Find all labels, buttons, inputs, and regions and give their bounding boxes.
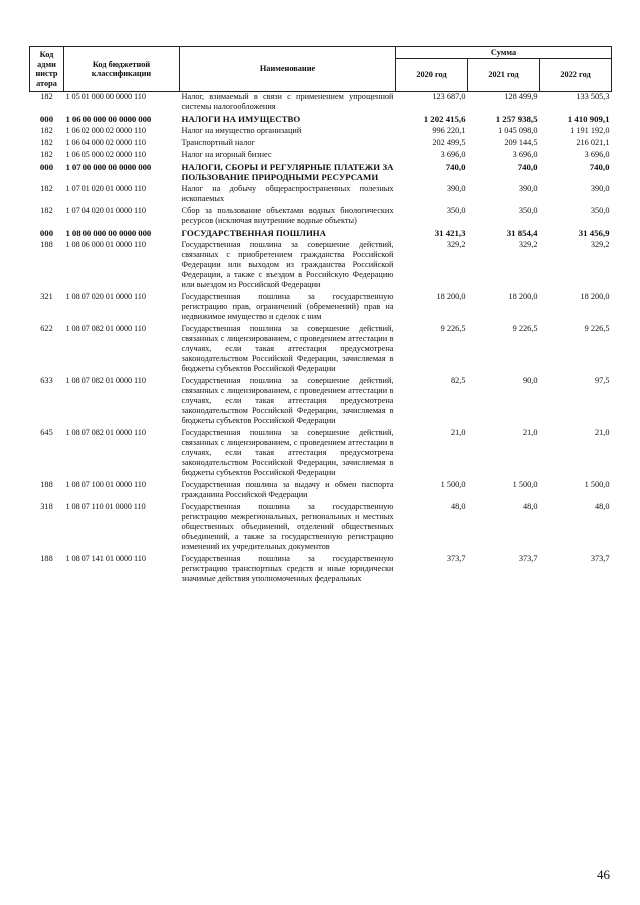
table-row — [30, 162, 612, 184]
amount-2022-cell: 133 505,3 — [576, 92, 610, 101]
amount-2020-cell: 82,5 — [450, 376, 466, 385]
table-row — [30, 126, 612, 138]
name-cell: Государственная пошлина за выдачу и обмен паспорта гражданина Российской Федерации — [181, 480, 394, 499]
budget-code-cell: 1 06 00 000 00 0000 000 — [65, 114, 152, 124]
amount-2021-cell: 90,0 — [522, 376, 538, 385]
amount-2022-cell: 31 456,9 — [578, 228, 610, 238]
budget-code-cell: 1 08 07 141 01 0000 110 — [65, 554, 146, 563]
name-cell: Государственная пошлина за государственную регистрацию межрегиональных, региональных и местных общественных объединений, отделений общественных объединений, а также за государственную регистрацию изменений их учредительных документов — [181, 502, 394, 551]
name-cell: Государственная пошлина за совершение действий, связанных с лицензированием, с проведением аттестации в случаях, если такая аттестация предусмотрена законодательством Российской Федерации, зачисляемая в бюджеты субъектов Российской Федерации — [181, 324, 394, 373]
admin-code-cell: 182 — [40, 184, 53, 193]
amount-2022-cell: 216 021,1 — [576, 138, 610, 147]
amount-2021-cell: 9 226,5 — [512, 324, 538, 333]
year-2021-header: 2021 год — [468, 59, 540, 92]
budget-code-cell: 1 08 07 100 01 0000 110 — [65, 480, 146, 489]
admin-code-cell: 321 — [40, 292, 53, 301]
budget-revenue-table-page — [29, 46, 611, 586]
amount-2021-cell: 740,0 — [517, 162, 538, 172]
table-header — [30, 47, 612, 92]
amount-2020-cell: 996 220,1 — [432, 126, 466, 135]
name-cell: Налог на игорный бизнес — [181, 150, 272, 159]
amount-2021-cell: 1 045 098,0 — [498, 126, 538, 135]
amount-2020-cell: 1 500,0 — [440, 480, 466, 489]
amount-2020-cell: 9 226,5 — [440, 324, 466, 333]
page-number: 46 — [597, 867, 610, 882]
amount-2020-cell: 740,0 — [445, 162, 466, 172]
budget-code-cell: 1 08 07 110 01 0000 110 — [65, 502, 146, 511]
amount-2022-cell: 3 696,0 — [584, 150, 610, 159]
name-cell: Налог на добычу общераспространенных полезных ископаемых — [181, 184, 394, 203]
year-2020-header: 2020 год — [396, 59, 468, 92]
amount-2022-cell: 9 226,5 — [584, 324, 610, 333]
amount-2021-cell: 1 257 938,5 — [495, 114, 538, 124]
amount-2020-cell: 18 200,0 — [436, 292, 466, 301]
table-body — [30, 92, 612, 587]
admin-code-cell: 182 — [40, 126, 53, 135]
table-row — [30, 480, 612, 502]
budget-code-cell: 1 07 04 020 01 0000 110 — [65, 206, 146, 215]
name-cell: Государственная пошлина за государственную регистрацию транспортных средств и иные юридически значимые действия уполномоченных федеральных — [181, 554, 394, 583]
amount-2020-cell: 350,0 — [446, 206, 466, 215]
admin-code-cell: 182 — [40, 150, 53, 159]
admin-code-cell: 000 — [39, 228, 54, 238]
admin-code-cell: 318 — [40, 502, 53, 511]
table-row — [30, 240, 612, 292]
admin-code-cell: 182 — [40, 92, 53, 101]
table-row — [30, 114, 612, 126]
amount-2022-cell: 373,7 — [590, 554, 610, 563]
name-cell: Государственная пошлина за совершение действий, связанных с приобретением гражданства Российской Федерации или выходом из гражданства Российской Федерации, а также с въездом в Российскую Федерацию или выездом из Российской Федерации — [181, 240, 394, 289]
amount-2020-cell: 1 202 415,6 — [423, 114, 466, 124]
name-cell: Сбор за пользование объектами водных биологических ресурсов (исключая внутренние водные объекты) — [181, 206, 394, 225]
amount-2021-cell: 390,0 — [518, 184, 538, 193]
table-row — [30, 554, 612, 586]
amount-2021-cell: 18 200,0 — [508, 292, 538, 301]
amount-2021-cell: 350,0 — [518, 206, 538, 215]
name-cell: Налог на имущество организаций — [181, 126, 302, 135]
budget-code-cell: 1 05 01 000 00 0000 110 — [65, 92, 146, 101]
amount-2022-cell: 329,2 — [590, 240, 610, 249]
amount-2022-cell: 18 200,0 — [580, 292, 610, 301]
admin-code-cell: 188 — [40, 554, 53, 563]
admin-code-cell: 188 — [40, 240, 53, 249]
table-row — [30, 206, 612, 228]
budget-code-cell: 1 06 04 000 02 0000 110 — [65, 138, 146, 147]
table-row — [30, 228, 612, 240]
admin-code-cell: 622 — [40, 324, 53, 333]
amount-2022-cell: 350,0 — [590, 206, 610, 215]
amount-2021-cell: 209 144,5 — [504, 138, 538, 147]
name-cell: НАЛОГИ, СБОРЫ И РЕГУЛЯРНЫЕ ПЛАТЕЖИ ЗА ПОЛЬЗОВАНИЕ ПРИРОДНЫМИ РЕСУРСАМИ — [181, 162, 394, 182]
budget-code-cell: 1 07 00 000 00 0000 000 — [65, 162, 152, 172]
amount-2021-cell: 373,7 — [518, 554, 538, 563]
name-header: Наименование — [180, 47, 396, 92]
admin-code-header: Код адми нистр атора — [30, 47, 64, 92]
name-cell: Транспортный налог — [181, 138, 255, 147]
admin-code-cell: 182 — [40, 138, 53, 147]
admin-code-cell: 182 — [40, 206, 53, 215]
budget-code-cell: 1 08 07 020 01 0000 110 — [65, 292, 146, 301]
admin-code-cell: 645 — [40, 428, 53, 437]
name-cell: Налог, взимаемый в связи с применением упрощенной системы налогообложения — [181, 92, 394, 111]
admin-code-cell: 188 — [40, 480, 53, 489]
amount-2021-cell: 48,0 — [522, 502, 538, 511]
amount-2021-cell: 3 696,0 — [512, 150, 538, 159]
year-2022-header: 2022 год — [540, 59, 612, 92]
amount-2020-cell: 3 696,0 — [440, 150, 466, 159]
name-cell: Государственная пошлина за государственную регистрацию прав, ограничений (обременений) прав на недвижимое имущество и сделок с ним — [181, 292, 394, 321]
table-row — [30, 150, 612, 162]
amount-2020-cell: 202 499,5 — [432, 138, 466, 147]
amount-2022-cell: 97,5 — [595, 376, 610, 385]
table-row — [30, 502, 612, 554]
amount-2022-cell: 48,0 — [595, 502, 610, 511]
name-cell: Государственная пошлина за совершение действий, связанных с лицензированием, с проведением аттестации в случаях, если такая аттестация предусмотрена законодательством Российской Федерации, зачисляемая в бюджеты субъектов Российской Федерации — [181, 376, 394, 425]
amount-2020-cell: 31 421,3 — [434, 228, 466, 238]
budget-code-cell: 1 06 02 000 02 0000 110 — [65, 126, 146, 135]
amount-2021-cell: 21,0 — [522, 428, 538, 437]
amount-2020-cell: 21,0 — [450, 428, 466, 437]
budget-code-cell: 1 08 07 082 01 0000 110 — [65, 324, 146, 333]
table-row — [30, 324, 612, 376]
budget-code-cell: 1 08 06 000 01 0000 110 — [65, 240, 146, 249]
budget-code-cell: 1 06 05 000 02 0000 110 — [65, 150, 146, 159]
table-row — [30, 184, 612, 206]
amount-2022-cell: 21,0 — [595, 428, 610, 437]
admin-code-cell: 000 — [39, 162, 54, 172]
amount-2020-cell: 48,0 — [450, 502, 466, 511]
amount-2021-cell: 128 499,9 — [504, 92, 538, 101]
name-cell: НАЛОГИ НА ИМУЩЕСТВО — [181, 114, 301, 124]
amount-2020-cell: 123 687,0 — [432, 92, 466, 101]
amount-2020-cell: 390,0 — [446, 184, 466, 193]
table-row — [30, 428, 612, 480]
name-cell: Государственная пошлина за совершение действий, связанных с лицензированием, с проведением аттестации в случаях, если такая аттестация предусмотрена законодательством Российской Федерации, зачисляемая в бюджеты субъектов Российской Федерации — [181, 428, 394, 477]
amount-2022-cell: 1 500,0 — [584, 480, 610, 489]
budget-code-cell: 1 08 07 082 01 0000 110 — [65, 428, 146, 437]
amount-2020-cell: 329,2 — [446, 240, 466, 249]
budget-code-cell: 1 08 00 000 00 0000 000 — [65, 228, 152, 238]
amount-2021-cell: 1 500,0 — [512, 480, 538, 489]
table-row — [30, 138, 612, 150]
admin-code-cell: 633 — [40, 376, 53, 385]
budget-code-cell: 1 07 01 020 01 0000 110 — [65, 184, 146, 193]
amount-2021-cell: 31 854,4 — [506, 228, 538, 238]
name-cell: ГОСУДАРСТВЕННАЯ ПОШЛИНА — [181, 228, 326, 238]
table-row — [30, 376, 612, 428]
amount-2022-cell: 390,0 — [590, 184, 610, 193]
amount-2021-cell: 329,2 — [518, 240, 538, 249]
amount-2022-cell: 1 410 909,1 — [567, 114, 610, 124]
amount-2022-cell: 1 191 192,0 — [570, 126, 610, 135]
sum-header: Сумма — [396, 47, 612, 59]
table-row — [30, 92, 612, 115]
admin-code-cell: 000 — [39, 114, 54, 124]
budget-code-cell: 1 08 07 082 01 0000 110 — [65, 376, 146, 385]
table-row — [30, 292, 612, 324]
budget-code-header: Код бюджетной классификации — [64, 47, 180, 92]
amount-2020-cell: 373,7 — [446, 554, 466, 563]
budget-revenue-table — [29, 46, 612, 586]
amount-2022-cell: 740,0 — [589, 162, 610, 172]
